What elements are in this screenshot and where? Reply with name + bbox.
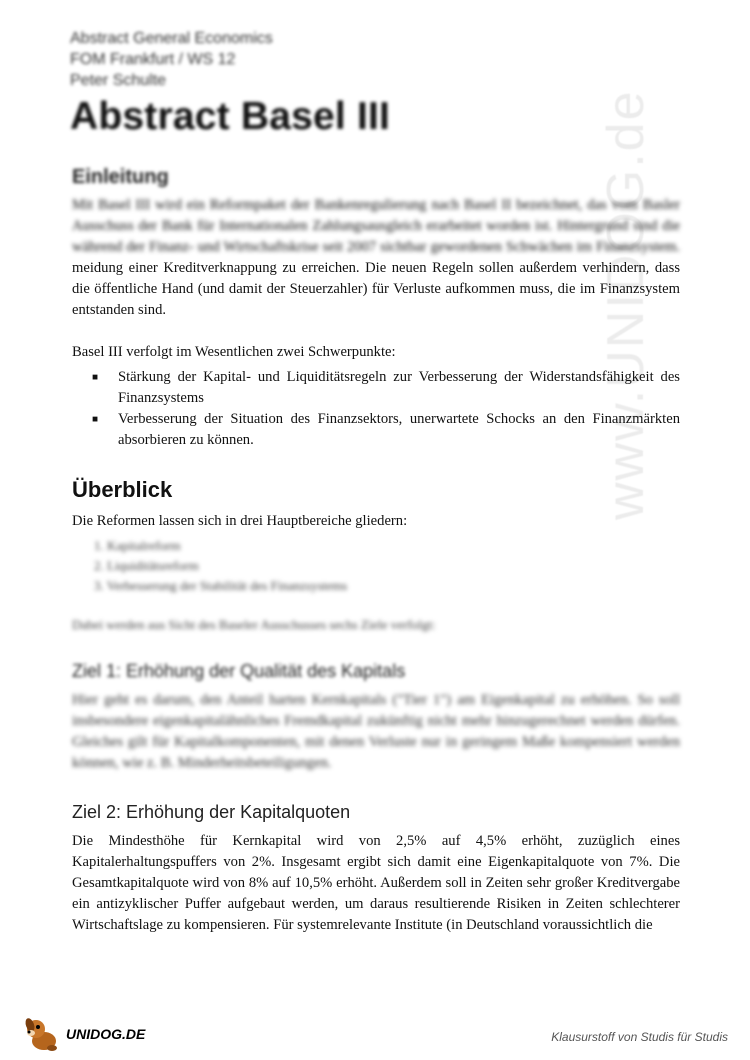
bullet-icon: ■ — [92, 372, 99, 383]
reform-list — [72, 536, 680, 596]
ziel-1-paragraph: Hier geht es darum, den Anteil harten Kernkapitals ("Tier 1") am Eigenkapital zu erhöhen. So soll insbesondere eigenkapitalähnliches Fremdkapital zukünftig nicht mehr hinzugerechnet werden dürfen. Gleiches gilt für Kapitalkomponenten, mit denen Verluste nur in geringem Maße kompensiert werden können, wie z. B. Minderheitsbeteiligungen. — [72, 692, 680, 771]
course-name: Abstract General Economics — [70, 30, 273, 47]
einleitung-paragraph: meidung einer Kreditverknappung zu erreichen. Die neuen Regeln sollen außerdem verhindern, dass die öffentliche Hand (und damit der Steuerzahler) für Verluste aufkommen muss, die im Finanzsystem entstanden sind. — [72, 260, 680, 318]
goals-line: Dabei werden aus Sicht des Baseler Ausschusses sechs Ziele verfolgt: — [72, 617, 436, 632]
document-body — [72, 166, 680, 936]
heading-einleitung: Einleitung — [72, 166, 169, 188]
ziel-2-paragraph: Die Mindesthöhe für Kernkapital wird von 2,5% auf 4,5% erhöht, zuzüglich eines Kapitalerhaltungspuffers von 2%. Insgesamt ergibt sich damit eine Eigenkapitalquote von 7%. Die Gesamtkapitalquote wird von 8% auf 10,5% erhöht. Außerdem soll in Zeiten sehr großer Kreditvergabe ein antizyklischer Puffer aufgebaut werden, um daraus resultierende Risiken in Zeiten schlechterer Wirtschaftslage zu kompensieren. Für systemrelevante Institute (in Deutschland voraussichtlich die — [72, 833, 680, 933]
dog-mascot-icon — [22, 1015, 64, 1053]
document-header — [70, 28, 690, 139]
document-title: Abstract Basel III — [70, 95, 391, 138]
list-item: 2. Liquiditätsreform — [94, 558, 199, 573]
list-item: ■ Verbesserung der Situation des Finanzsektors, unerwartete Schocks an den Finanzmärkten absorbieren zu können. — [92, 411, 680, 448]
list-item: 3. Verbesserung der Stabilität des Finanzsystems — [94, 578, 348, 593]
institution: FOM Frankfurt / WS 12 — [70, 51, 236, 68]
heading-ziel-2: Ziel 2: Erhöhung der Kapitalquoten — [72, 802, 351, 822]
focus-bullet-list — [72, 367, 680, 451]
heading-ziel-1: Ziel 1: Erhöhung der Qualität des Kapitals — [72, 661, 406, 681]
einleitung-blurred-paragraph: Mit Basel III wird ein Reformpaket der Bankenregulierung nach Basel II bezeichnet, das vom Basler Ausschuss der Bank für Internationalen Zahlungsausgleich erarbeitet worden ist. Hintergrund sind die während der Finanz- und Wirtschaftskrise seit 2007 sichtbar gewordenen Schwächen im Finanzsystem. — [72, 197, 680, 255]
list-item: 1. Kapitalreform — [94, 538, 181, 553]
ueberblick-intro: Die Reformen lassen sich in drei Hauptbereiche gliedern: — [72, 513, 408, 529]
focus-intro: Basel III verfolgt im Wesentlichen zwei Schwerpunkte: — [72, 344, 396, 360]
heading-ueberblick: Überblick — [72, 477, 173, 502]
author: Peter Schulte — [70, 72, 167, 89]
list-item: ■ Stärkung der Kapital- und Liquiditätsregeln zur Verbesserung der Widerstandsfähigkeit des Finanzsystems — [92, 369, 680, 406]
watermark: www.UNIDOG.de — [597, 89, 655, 520]
unidog-logo — [22, 1015, 145, 1053]
bullet-icon: ■ — [92, 414, 99, 425]
footer-tagline: Klausurstoff von Studis für Studis — [551, 1030, 728, 1044]
logo-text: UNIDOG.DE — [66, 1026, 146, 1042]
